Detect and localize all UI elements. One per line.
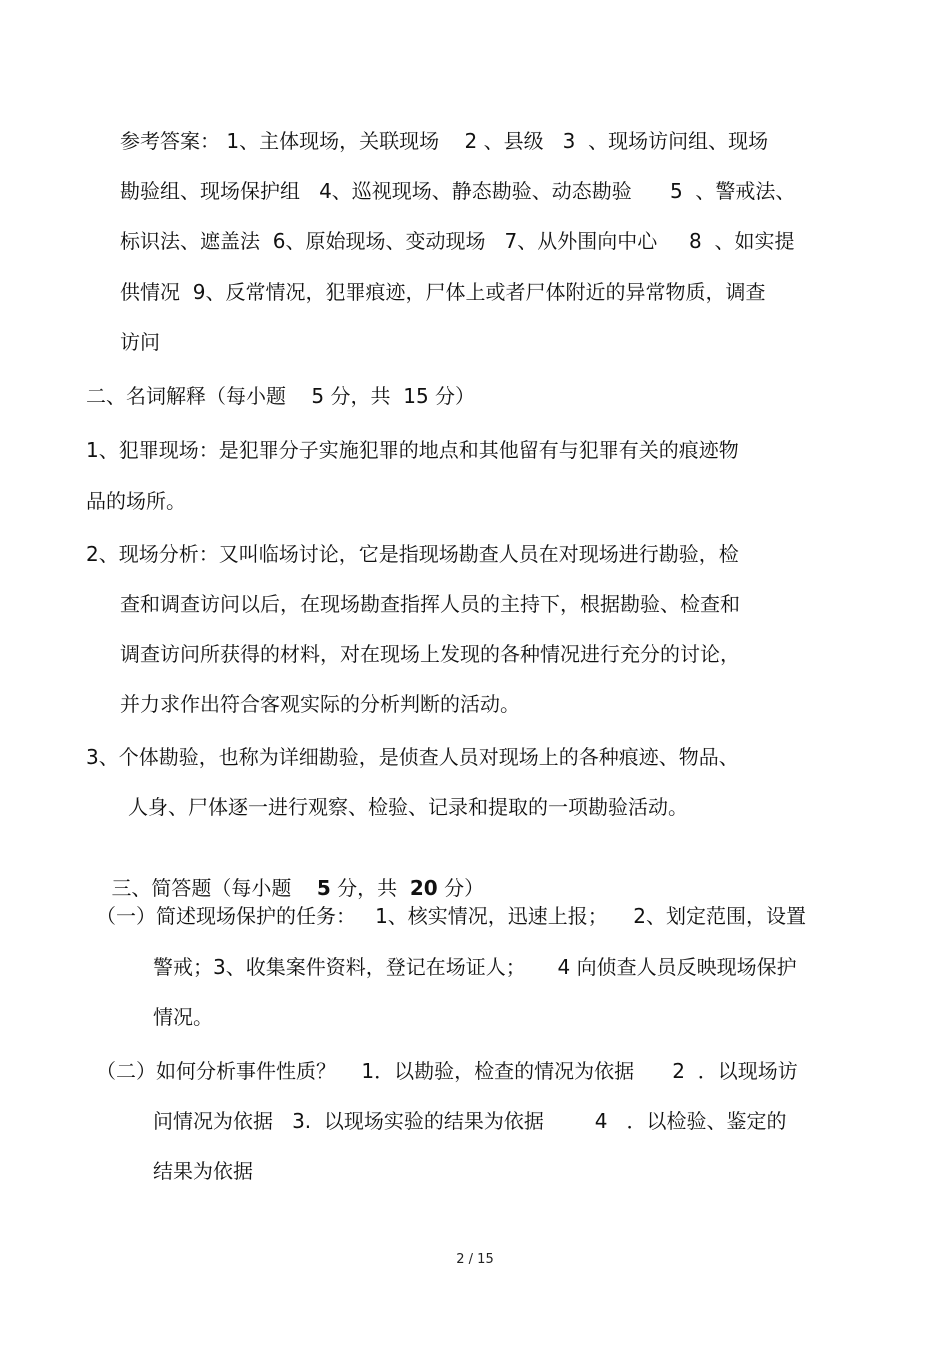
short-answer-line: 警戒；3、收集案件资料，登记在场证人； 4 向侦查人员反映现场保护: [153, 955, 797, 979]
section-heading-score: 5: [316, 876, 331, 900]
short-answer-line: （二）如何分析事件性质？ 1．以勘验，检查的情况为依据 2 ．以现场访: [96, 1059, 798, 1083]
definition-line: 1、犯罪现场：是犯罪分子实施犯罪的地点和其他留有与犯罪有关的痕迹物: [86, 438, 739, 462]
short-answer-line: 结果为依据: [153, 1159, 253, 1183]
answer-line: 标识法、遮盖法 6、原始现场、变动现场 7、从外围向中心 8 、如实提: [120, 229, 795, 253]
answer-line: 勘验组、现场保护组 4、巡视现场、静态勘验、动态勘验 5 、警戒法、: [120, 179, 796, 203]
answer-line: 供情况 9、反常情况，犯罪痕迹，尸体上或者尸体附近的异常物质，调查: [120, 280, 766, 304]
answer-line: 访问: [120, 330, 160, 354]
section-heading: 二、名词解释（每小题 5 分，共 15 分）: [86, 384, 476, 408]
definition-line: 并力求作出符合客观实际的分析判断的活动。: [120, 692, 520, 716]
definition-line: 3、个体勘验，也称为详细勘验，是侦查人员对现场上的各种痕迹、物品、: [86, 745, 739, 769]
section-heading-prefix: 三、简答题（每小题: [111, 876, 317, 900]
definition-line: 人身、尸体逐一进行观察、检验、记录和提取的一项勘验活动。: [128, 795, 688, 819]
definition-line: 2、现场分析：又叫临场讨论，它是指现场勘查人员在对现场进行勘验，检: [86, 542, 739, 566]
definition-line: 调查访问所获得的材料，对在现场上发现的各种情况进行充分的讨论，: [120, 642, 740, 666]
definition-line: 品的场所。: [86, 489, 186, 513]
page-number: 2 / 15: [456, 1252, 494, 1267]
answer-line: 参考答案： 1、主体现场，关联现场 2 、县级 3 、现场访问组、现场: [120, 129, 769, 153]
short-answer-line: 情况。: [153, 1005, 213, 1029]
section-heading-suffix: 分）: [437, 876, 485, 900]
definition-line: 查和调查访问以后，在现场勘查指挥人员的主持下，根据勘验、检查和: [120, 592, 740, 616]
short-answer-line: （一）简述现场保护的任务： 1、核实情况，迅速上报； 2、划定范围，设置: [96, 904, 806, 928]
section-heading-mid: 分，共: [330, 876, 410, 900]
short-answer-line: 问情况为依据 3. 以现场实验的结果为依据 4 ．以检验、鉴定的: [153, 1109, 787, 1133]
section-heading-total: 20: [409, 876, 438, 900]
